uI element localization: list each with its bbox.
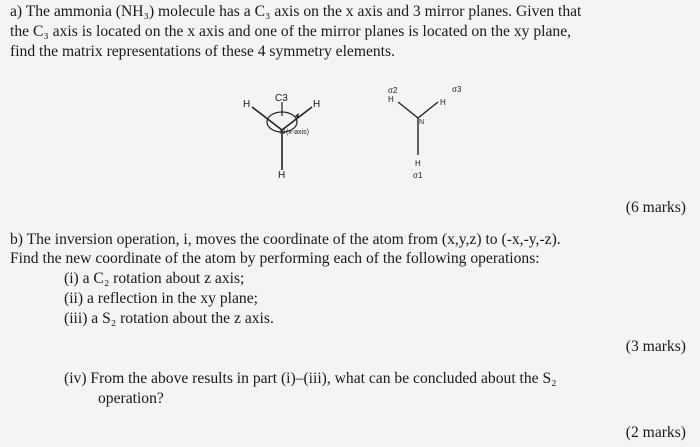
- part-b-item-iv-line-1: (iv) From the above results in part (i)–(iii), what can be concluded about the S₂: [64, 370, 557, 387]
- left-n-atom: N: [280, 129, 286, 136]
- part-a-line-1: a) The ammonia (NH₃) molecule has a C₃ axis on the x axis and 3 mirror planes. Given that: [10, 3, 582, 20]
- part-b-item-i: (i) a C₂ rotation about z axis;: [64, 270, 245, 287]
- left-h-atom-1: H: [243, 99, 251, 110]
- left-h-atom-3: H: [278, 170, 286, 181]
- part-a-line-2: the C₃ axis is located on the x axis and one of the mirror planes is located on the xy plane,: [10, 23, 572, 40]
- part-a-line-3: find the matrix representations of these 4 symmetry elements.: [10, 43, 395, 60]
- part-b-item-iv-line-2: operation?: [98, 390, 164, 407]
- right-h-atom-2: H: [440, 98, 446, 107]
- right-h-atom-3: H: [415, 159, 421, 168]
- left-h-atom-2: H: [313, 99, 321, 110]
- nh3-c3-axis-drawing: [243, 93, 320, 181]
- x-axis-label: (x-axis): [286, 129, 309, 136]
- right-h-atom-1: H: [388, 95, 394, 104]
- part-a-marks: (6 marks): [625, 199, 686, 216]
- part-b-marks-2: (2 marks): [625, 424, 686, 441]
- part-b-line-1: b) The inversion operation, i, moves the coordinate of the atom from (x,y,z) to (-x,-y,-z).: [10, 231, 561, 248]
- sigma1-label: σ1: [413, 171, 423, 180]
- right-n-atom: N: [419, 119, 425, 126]
- nh3-symmetry-diagram: [200, 80, 500, 190]
- part-b-marks: (3 marks): [625, 338, 686, 355]
- part-b-line-2: Find the new coordinate of the atom by performing each of the following operations:: [10, 250, 540, 267]
- sigma2-label: σ2: [388, 86, 398, 95]
- nh3-mirror-planes-drawing: [388, 85, 462, 180]
- part-b-item-iii: (iii) a S₂ rotation about the z axis.: [64, 310, 274, 327]
- sigma3-label: σ3: [452, 85, 462, 94]
- part-b-item-ii: (ii) a reflection in the xy plane;: [64, 290, 258, 307]
- c3-label: C3: [275, 93, 288, 104]
